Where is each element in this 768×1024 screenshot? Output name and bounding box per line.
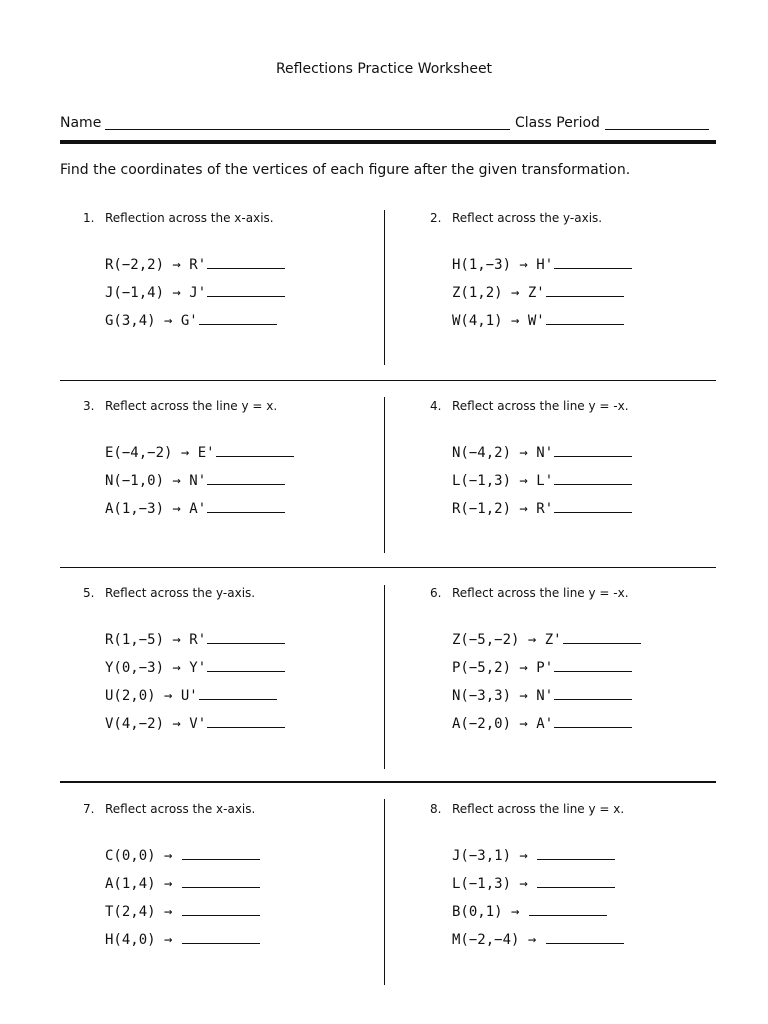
problem-instruction: Reflect across the line y = x. xyxy=(452,802,625,816)
answer-blank[interactable] xyxy=(207,670,285,672)
problem-7 xyxy=(83,800,383,954)
vertex-mapping: U(2,0) → U' xyxy=(105,688,198,704)
problem-item xyxy=(452,926,730,954)
name-label: Name xyxy=(60,115,102,131)
column-divider-3 xyxy=(384,585,385,769)
problem-item xyxy=(105,842,383,870)
class-period-blank-line[interactable] xyxy=(605,129,709,130)
vertex-mapping: H(1,−3) → H' xyxy=(452,257,554,273)
answer-blank[interactable] xyxy=(182,886,260,888)
problem-heading xyxy=(430,800,730,818)
problem-number: 6. xyxy=(430,586,442,600)
problem-item xyxy=(452,307,730,335)
vertex-mapping: J(−3,1) → xyxy=(452,848,528,864)
worksheet-title: Reflections Practice Worksheet xyxy=(275,61,493,77)
vertex-mapping: R(−2,2) → R' xyxy=(105,257,207,273)
vertex-mapping: R(1,−5) → R' xyxy=(105,632,207,648)
class-period-label: Class Period xyxy=(515,115,600,131)
problem-item xyxy=(105,654,383,682)
problem-instruction: Reflect across the x-axis. xyxy=(105,802,256,816)
answer-blank[interactable] xyxy=(216,455,294,457)
answer-blank[interactable] xyxy=(546,323,624,325)
vertex-mapping: A(1,4) → xyxy=(105,876,173,892)
name-blank-line[interactable] xyxy=(105,129,510,130)
problem-6 xyxy=(430,584,730,738)
problem-item xyxy=(105,898,383,926)
answer-blank[interactable] xyxy=(199,698,277,700)
problem-number: 7. xyxy=(83,802,95,816)
answer-blank[interactable] xyxy=(546,295,624,297)
problem-instruction: Reflect across the y-axis. xyxy=(452,211,603,225)
vertex-mapping: N(−3,3) → N' xyxy=(452,688,554,704)
problem-item xyxy=(105,495,383,523)
vertex-mapping: V(4,−2) → V' xyxy=(105,716,207,732)
vertex-mapping: E(−4,−2) → E' xyxy=(105,445,215,461)
problem-item xyxy=(105,870,383,898)
answer-blank[interactable] xyxy=(199,323,277,325)
vertex-mapping: L(−1,3) → xyxy=(452,876,528,892)
problem-item xyxy=(452,251,730,279)
answer-blank[interactable] xyxy=(554,698,632,700)
column-divider-2 xyxy=(384,397,385,553)
problem-number: 4. xyxy=(430,399,442,413)
vertex-mapping: A(−2,0) → A' xyxy=(452,716,554,732)
problem-1 xyxy=(83,209,383,335)
vertex-mapping: M(−2,−4) → xyxy=(452,932,537,948)
answer-blank[interactable] xyxy=(182,942,260,944)
answer-blank[interactable] xyxy=(537,858,615,860)
problem-item xyxy=(452,842,730,870)
vertex-mapping: H(4,0) → xyxy=(105,932,173,948)
problem-item xyxy=(105,439,383,467)
answer-blank[interactable] xyxy=(207,642,285,644)
problem-8 xyxy=(430,800,730,954)
header-divider xyxy=(60,140,716,144)
problem-number: 8. xyxy=(430,802,442,816)
problem-heading xyxy=(83,209,383,227)
vertex-mapping: J(−1,4) → J' xyxy=(105,285,207,301)
problem-2 xyxy=(430,209,730,335)
answer-blank[interactable] xyxy=(182,858,260,860)
answer-blank[interactable] xyxy=(563,642,641,644)
vertex-mapping: Z(1,2) → Z' xyxy=(452,285,545,301)
problem-5 xyxy=(83,584,383,738)
section-divider-1 xyxy=(60,380,716,381)
vertex-mapping: W(4,1) → W' xyxy=(452,313,545,329)
problem-4 xyxy=(430,397,730,523)
problem-heading xyxy=(430,209,730,227)
answer-blank[interactable] xyxy=(554,511,632,513)
answer-blank[interactable] xyxy=(207,267,285,269)
answer-blank[interactable] xyxy=(529,914,607,916)
problem-item xyxy=(452,279,730,307)
problem-item xyxy=(452,654,730,682)
section-divider-3 xyxy=(60,781,716,783)
problem-item xyxy=(105,626,383,654)
problem-item xyxy=(105,926,383,954)
problem-item xyxy=(105,710,383,738)
problem-item xyxy=(105,279,383,307)
answer-blank[interactable] xyxy=(554,483,632,485)
problem-item xyxy=(452,467,730,495)
answer-blank[interactable] xyxy=(554,670,632,672)
vertex-mapping: G(3,4) → G' xyxy=(105,313,198,329)
vertex-mapping: P(−5,2) → P' xyxy=(452,660,554,676)
answer-blank[interactable] xyxy=(554,455,632,457)
problem-instruction: Reflect across the line y = -x. xyxy=(452,399,629,413)
problem-item xyxy=(105,307,383,335)
problem-instruction: Reflect across the y-axis. xyxy=(105,586,256,600)
problem-heading xyxy=(83,397,383,415)
instructions: Find the coordinates of the vertices of each figure after the given transformation. xyxy=(60,162,631,178)
problem-heading xyxy=(83,584,383,602)
vertex-mapping: Z(−5,−2) → Z' xyxy=(452,632,562,648)
problem-heading xyxy=(430,397,730,415)
problem-heading xyxy=(83,800,383,818)
problem-number: 3. xyxy=(83,399,95,413)
problem-item xyxy=(452,682,730,710)
problem-item xyxy=(452,710,730,738)
answer-blank[interactable] xyxy=(207,726,285,728)
vertex-mapping: T(2,4) → xyxy=(105,904,173,920)
problem-item xyxy=(105,467,383,495)
answer-blank[interactable] xyxy=(537,886,615,888)
vertex-mapping: L(−1,3) → L' xyxy=(452,473,554,489)
problem-item xyxy=(452,626,730,654)
problem-item xyxy=(452,870,730,898)
vertex-mapping: Y(0,−3) → Y' xyxy=(105,660,207,676)
problem-instruction: Reflection across the x-axis. xyxy=(105,211,274,225)
problem-3 xyxy=(83,397,383,523)
problem-item xyxy=(452,495,730,523)
problem-item xyxy=(105,682,383,710)
vertex-mapping: B(0,1) → xyxy=(452,904,520,920)
vertex-mapping: N(−1,0) → N' xyxy=(105,473,207,489)
problem-number: 5. xyxy=(83,586,95,600)
answer-blank[interactable] xyxy=(207,511,285,513)
problem-item xyxy=(452,898,730,926)
problem-number: 1. xyxy=(83,211,95,225)
column-divider-1 xyxy=(384,210,385,365)
answer-blank[interactable] xyxy=(546,942,624,944)
section-divider-2 xyxy=(60,567,716,568)
answer-blank[interactable] xyxy=(554,726,632,728)
vertex-mapping: R(−1,2) → R' xyxy=(452,501,554,517)
answer-blank[interactable] xyxy=(182,914,260,916)
problem-instruction: Reflect across the line y = x. xyxy=(105,399,278,413)
column-divider-4 xyxy=(384,799,385,985)
answer-blank[interactable] xyxy=(207,295,285,297)
problem-item xyxy=(105,251,383,279)
problem-heading xyxy=(430,584,730,602)
vertex-mapping: C(0,0) → xyxy=(105,848,173,864)
problem-item xyxy=(452,439,730,467)
answer-blank[interactable] xyxy=(207,483,285,485)
vertex-mapping: A(1,−3) → A' xyxy=(105,501,207,517)
vertex-mapping: N(−4,2) → N' xyxy=(452,445,554,461)
problem-number: 2. xyxy=(430,211,442,225)
problem-instruction: Reflect across the line y = -x. xyxy=(452,586,629,600)
answer-blank[interactable] xyxy=(554,267,632,269)
